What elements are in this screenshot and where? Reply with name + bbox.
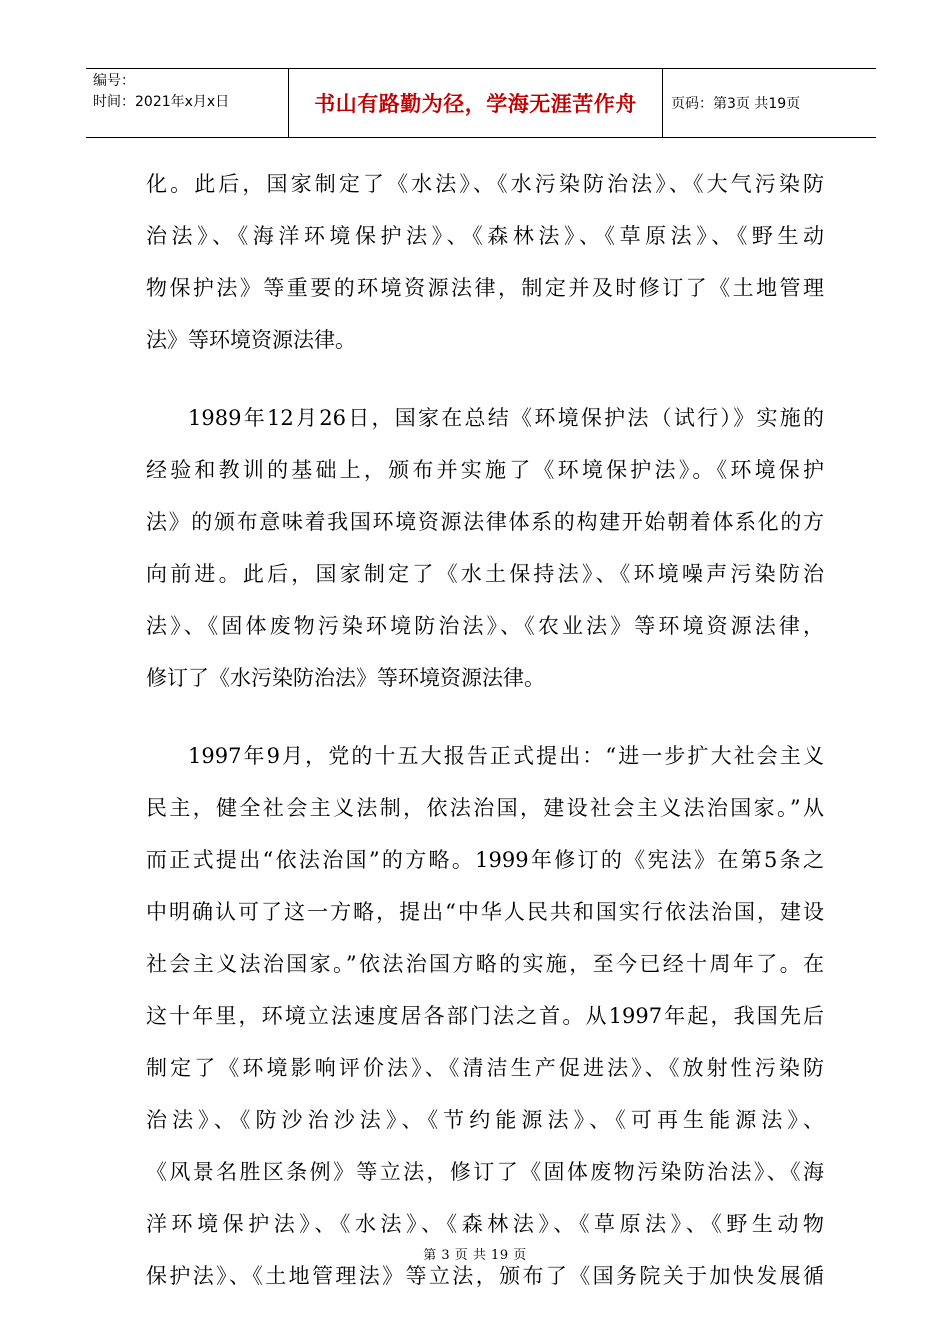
text-line: 物保护法》等重要的环境资源法律，制定并及时修订了《土地管理 <box>146 276 824 300</box>
text-line: 法》、《固体废物污染环境防治法》、《农业法》等环境资源法律， <box>146 614 824 638</box>
text-line: 制定了《环境影响评价法》、《清洁生产促进法》、《放射性污染防 <box>146 1056 824 1080</box>
page-header <box>86 68 876 138</box>
paragraph-3 <box>146 730 824 1302</box>
document-body <box>146 158 824 1302</box>
paragraph-1 <box>146 158 824 366</box>
header-meta-cell <box>86 69 289 137</box>
text-line: 法》等环境资源法律。 <box>146 328 356 352</box>
text-line: 治法》、《海洋环境保护法》、《森林法》、《草原法》、《野生动 <box>146 224 824 248</box>
text-line: 1997年9月，党的十五大报告正式提出：“进一步扩大社会主义 <box>188 744 824 768</box>
text-line: 保护法》、《土地管理法》等立法，颁布了《国务院关于加快发展循 <box>146 1264 824 1288</box>
text-line: 法》的颁布意味着我国环境资源法律体系的构建开始朝着体系化的方 <box>146 510 824 534</box>
document-number-label: 编号： <box>93 73 135 89</box>
text-line: 1989年12月26日，国家在总结《环境保护法（试行）》实施的 <box>188 406 824 430</box>
text-line: 而正式提出“依法治国”的方略。1999年修订的《宪法》在第5条之 <box>146 848 824 872</box>
header-motto: 书山有路勤为径，学海无涯苦作舟 <box>289 69 663 137</box>
text-line: 修订了《水污染防治法》等环境资源法律。 <box>146 666 545 690</box>
text-line: 经验和教训的基础上，颁布并实施了《环境保护法》。《环境保护 <box>146 458 824 482</box>
text-line: 《风景名胜区条例》等立法，修订了《固体废物污染防治法》、《海 <box>146 1160 824 1184</box>
text-line: 洋环境保护法》、《水法》、《森林法》、《草原法》、《野生动物 <box>146 1212 824 1236</box>
text-line: 民主，健全社会主义法制，依法治国，建设社会主义法治国家。”从 <box>146 796 824 820</box>
document-time-label: 时间：2021年x月x日 <box>93 94 230 110</box>
text-line: 化。此后，国家制定了《水法》、《水污染防治法》、《大气污染防 <box>146 172 824 196</box>
text-line: 社会主义法治国家。”依法治国方略的实施，至今已经十周年了。在 <box>146 952 824 976</box>
paragraph-2 <box>146 392 824 704</box>
text-line: 中明确认可了这一方略，提出“中华人民共和国实行依法治国，建设 <box>146 900 824 924</box>
text-line: 治法》、《防沙治沙法》、《节约能源法》、《可再生能源法》、 <box>146 1108 824 1132</box>
header-page-number: 页码：第3页 共19页 <box>671 96 801 112</box>
page-footer: 第 3 页 共 19 页 <box>423 1248 527 1263</box>
text-line: 向前进。此后，国家制定了《水土保持法》、《环境噪声污染防治 <box>146 562 824 586</box>
text-line: 这十年里，环境立法速度居各部门法之首。从1997年起，我国先后 <box>146 1004 824 1028</box>
